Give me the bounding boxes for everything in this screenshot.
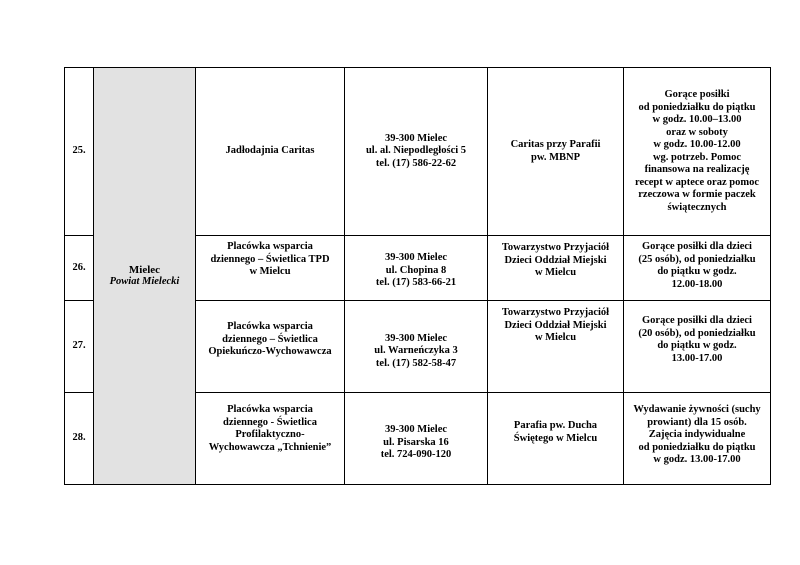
row-number: 26. xyxy=(65,236,94,301)
row-number: 25. xyxy=(65,68,94,236)
institution-address: 39-300 Mielec ul. Chopina 8 tel. (17) 583-66-21 xyxy=(345,236,488,301)
institution-name: Placówka wsparcia dziennego - Świetlica Profilaktyczno- Wychowawcza „Tchnienie” xyxy=(196,393,345,485)
institution-name: Placówka wsparcia dziennego – Świetlica Opiekuńczo-Wychowawcza xyxy=(196,301,345,393)
institution-address: 39-300 Mielec ul. al. Niepodległości 5 tel. (17) 586-22-62 xyxy=(345,68,488,236)
county-name: Powiat Mielecki xyxy=(109,276,180,287)
help-description: Wydawanie żywności (suchy prowiant) dla 15 osób. Zajęcia indywidualne od poniedziałku do piątku w godz. 13.00-17.00 xyxy=(624,393,771,485)
city-cell xyxy=(94,68,196,485)
help-description: Gorące posiłki dla dzieci (20 osób), od poniedziałku do piątku w godz. 13.00-17.00 xyxy=(624,301,771,393)
institution-address: 39-300 Mielec ul. Warneńczyka 3 tel. (17) 582-58-47 xyxy=(345,301,488,393)
city-name: Mielec xyxy=(128,263,161,276)
institution-organizer: Towarzystwo Przyjaciół Dzieci Oddział Miejski w Mielcu xyxy=(488,236,624,301)
institution-name: Jadłodajnia Caritas xyxy=(196,68,345,236)
help-description: Gorące posiłki dla dzieci (25 osób), od poniedziałku do piątku w godz. 12.00-18.00 xyxy=(624,236,771,301)
row-number: 28. xyxy=(65,393,94,485)
row-number: 27. xyxy=(65,301,94,393)
institution-name: Placówka wsparcia dziennego – Świetlica TPD w Mielcu xyxy=(196,236,345,301)
institutions-table xyxy=(64,67,771,485)
help-description: Gorące posiłki od poniedziałku do piątku w godz. 10.00–13.00 oraz w soboty w godz. 10.00-12.00 wg. potrzeb. Pomoc finansowa na realizację recept w aptece oraz pomoc rzeczowa w formie paczek świątecznych xyxy=(624,68,771,236)
table-row xyxy=(65,68,771,236)
institution-organizer: Parafia pw. Ducha Świętego w Mielcu xyxy=(488,393,624,485)
institution-organizer: Caritas przy Parafii pw. MBNP xyxy=(488,68,624,236)
institution-address: 39-300 Mielec ul. Pisarska 16 tel. 724-090-120 xyxy=(345,393,488,485)
institution-organizer: Towarzystwo Przyjaciół Dzieci Oddział Miejski w Mielcu xyxy=(488,301,624,393)
